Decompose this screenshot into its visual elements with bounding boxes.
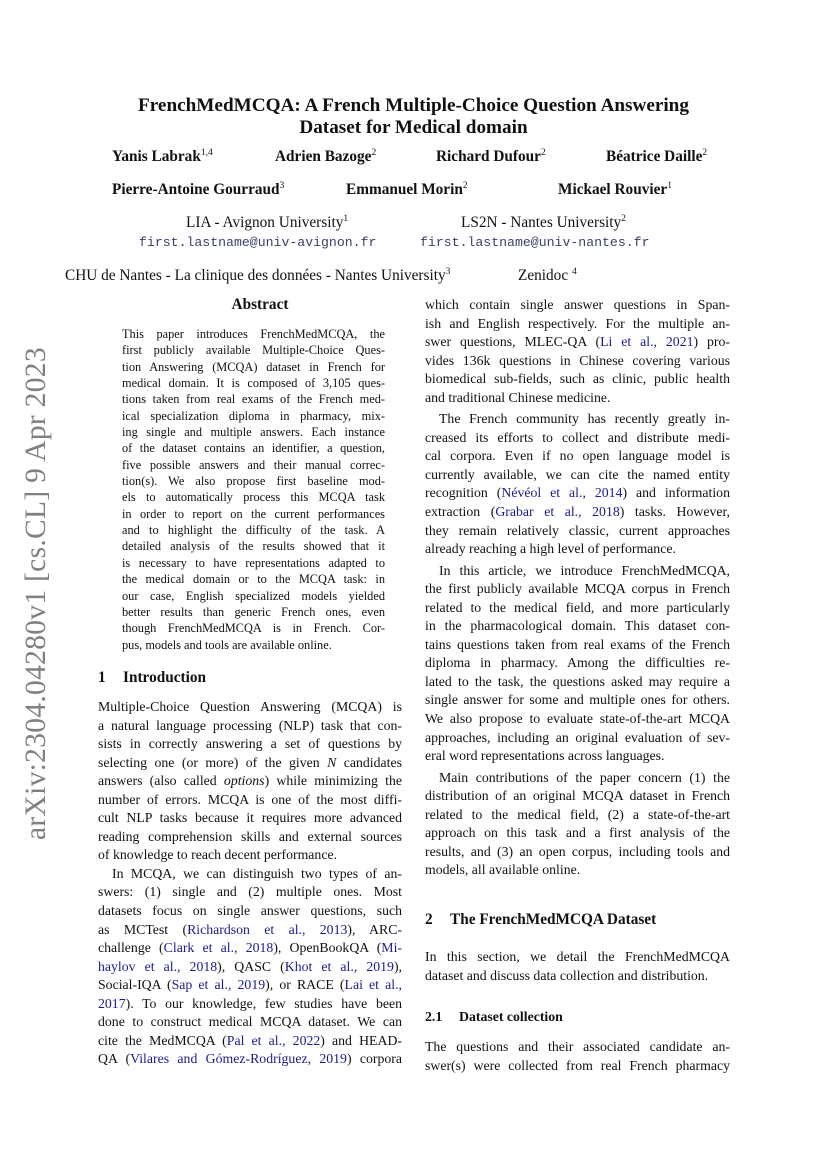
author [112, 181, 284, 199]
text-line: We also propose to evaluate state-of-the-art MCQA [425, 711, 730, 727]
text-line: distribution of an original MCQA dataset in French [425, 788, 730, 804]
text-span: cite the MedMCQA ( [98, 1032, 227, 1048]
text-line: tion(s). We also propose first baseline mod- [122, 474, 385, 489]
text-line: In this section, we detail the FrenchMedMCQA [425, 949, 730, 964]
text-line: our case, English specialized models yielded [122, 588, 385, 603]
subsection-heading-dataset-collection [425, 1009, 563, 1025]
text-span: ) and HEAD- [320, 1032, 403, 1048]
text-line: a natural language processing (NLP) task that con- [98, 717, 402, 733]
section-heading-introduction [98, 669, 206, 687]
text-line: of the dataset contains an identifier, a question, [122, 441, 385, 456]
text-line [98, 939, 402, 958]
text-line [98, 754, 402, 773]
text-line: swers: (1) single and (2) multiple ones. Most [98, 884, 402, 900]
author-affiliation-mark: 2 [540, 148, 546, 158]
affiliation-name: CHU de Nantes - La clinique des données - Nantes University [65, 267, 446, 284]
text-line: they remain relatively classic, current approaches [425, 522, 730, 538]
math-variable: N [327, 754, 337, 770]
citation-link[interactable]: Vilares and Gómez-Rodríguez, 2019 [130, 1051, 347, 1067]
text-span: extraction ( [425, 504, 496, 520]
abstract-heading: Abstract [231, 296, 289, 313]
text-line [98, 921, 402, 940]
author-name: Emmanuel Morin [346, 181, 463, 198]
arxiv-identifier-stamp: arXiv:2304.04280v1 [cs.CL] 9 Apr 2023 [20, 347, 52, 840]
text-span: QA ( [98, 1051, 131, 1067]
left-column-body [98, 698, 402, 1069]
section-title: Introduction [123, 669, 207, 686]
citation-link[interactable]: Khot et al., 2019 [284, 958, 394, 974]
paragraph [98, 698, 402, 865]
text-span: ) pro- [693, 334, 731, 350]
author-affiliation-mark: 2 [702, 148, 708, 158]
text-line: els to automatically process this MCQA task [122, 490, 385, 505]
author-name: Mickael Rouvier [558, 181, 668, 198]
text-line: detailed analysis of the results showed that it [122, 539, 385, 554]
citation-link[interactable]: Clark et al., 2018 [163, 940, 274, 956]
citation-link[interactable]: Richardson et al., 2013 [187, 921, 348, 937]
text-line: the medical domain or to the MCQA task: in [122, 572, 385, 587]
subsection-number: 2.1 [425, 1009, 443, 1024]
text-line: vides 136k questions in Chinese covering various [425, 352, 730, 368]
text-line: the first publicly available MCQA corpus in French [425, 581, 730, 597]
text-line: pus, models and tools are available online. [122, 637, 332, 652]
text-line: Main contributions of the paper concern (1) the [439, 769, 730, 785]
text-line: tion Answering (MCQA) dataset in French for [122, 359, 385, 374]
author [606, 148, 707, 166]
citation-link[interactable]: Li et al., 2021 [600, 334, 694, 350]
citation-link[interactable]: Névéol et al., 2014 [501, 485, 623, 501]
citation-link[interactable]: Grabar et al., 2018 [495, 504, 620, 520]
text-line: swer(s) were collected from real French pharmacy [425, 1057, 730, 1073]
section-title: The FrenchMedMCQA Dataset [450, 911, 657, 928]
text-line: dataset and discuss data collection and distribution. [425, 967, 709, 983]
text-line: though FrenchMedMCQA is in French. Cor- [122, 621, 385, 636]
text-line [98, 772, 402, 791]
affiliation [518, 267, 577, 285]
citation-link[interactable]: Mi- [381, 940, 402, 956]
text-line: related to the medical field, and more particularly [425, 599, 730, 615]
text-line: creased its efforts to collect and distribute medi- [425, 429, 730, 445]
text-line [98, 976, 402, 995]
section-2-intro-paragraph [425, 948, 730, 985]
text-span: answers (also called [98, 773, 224, 789]
text-span: ), QASC ( [217, 958, 285, 974]
paragraph [425, 296, 730, 407]
paragraph [425, 562, 730, 766]
author-name: Adrien Bazoge [275, 148, 372, 165]
text-line: in the pharmacological domain. This dataset con- [425, 618, 730, 634]
citation-link[interactable]: Pal et al., 2022 [226, 1032, 321, 1048]
affiliation-mark: 2 [621, 214, 626, 224]
affiliation-name: Zenidoc [518, 267, 572, 284]
citation-link[interactable]: Sap et al., 2019 [171, 977, 266, 993]
text-line [98, 1050, 402, 1069]
text-line [425, 333, 730, 352]
text-line [425, 503, 730, 522]
text-line: and traditional Chinese medicine. [425, 389, 611, 405]
author-name: Béatrice Daille [606, 148, 703, 165]
text-span: ), ARC- [347, 921, 402, 937]
text-span: ) corpora [346, 1051, 403, 1067]
section-number: 1 [98, 669, 106, 686]
text-line: currently available, we can cite the named entity [425, 466, 730, 482]
text-span: candidates [336, 754, 402, 770]
text-line: cult NLP tasks because it requires more advanced [98, 810, 402, 826]
text-line: lated to the task, the questions asked may require a [425, 673, 730, 689]
text-line: results, and (3) an open corpus, including tools and [425, 843, 730, 859]
author [112, 148, 213, 166]
text-line [98, 958, 402, 977]
emphasis: options [223, 773, 265, 789]
text-line: approaches, including an original evaluation of sev- [425, 729, 730, 745]
author-affiliation-mark: 2 [462, 181, 468, 191]
author-affiliation-mark: 1,4 [200, 148, 213, 158]
text-line: Multiple-Choice Question Answering (MCQA) is [98, 699, 402, 714]
section-heading-dataset [425, 911, 656, 929]
email-address[interactable]: first.lastname@univ-nantes.fr [420, 235, 650, 250]
text-line: is necessary to have representations adapted to [122, 555, 385, 570]
citation-link[interactable]: 2017 [98, 995, 126, 1011]
citation-link[interactable]: Lai et al., [344, 977, 403, 993]
text-span: recognition ( [425, 485, 502, 501]
author-name: Pierre-Antoine Gourraud [112, 181, 280, 198]
affiliation [186, 214, 348, 232]
right-column-body [425, 296, 730, 880]
text-line: five possible answers and their manual correc- [122, 457, 385, 472]
text-line [98, 1032, 402, 1051]
text-span: as MCTest ( [98, 921, 188, 937]
section-2-1-paragraph [425, 1038, 730, 1075]
text-span: selecting one (or more) of the given [98, 754, 328, 770]
text-line: done to construct medical MCQA dataset. We can [98, 1014, 402, 1030]
text-line: medical domain. It is composed of 3,105 ques- [122, 376, 385, 391]
text-line: tions taken from real exams of the French med- [122, 392, 385, 407]
affiliation-name: LIA - Avignon University [186, 214, 344, 231]
text-line: The French community has recently greatly in- [439, 411, 730, 427]
citation-link[interactable]: haylov et al., 2018 [98, 958, 218, 974]
text-line: biomedical sub-fields, such as clinic, public health [425, 371, 730, 387]
author-affiliation-mark: 1 [667, 181, 672, 191]
affiliation-mark: 3 [445, 267, 451, 277]
text-line: The questions and their associated candidate an- [425, 1039, 730, 1054]
text-span: ). To our knowledge, few studies have been [125, 995, 402, 1011]
author-name: Yanis Labrak [112, 148, 201, 165]
text-span: ), or RACE ( [265, 977, 345, 993]
author-name: Richard Dufour [436, 148, 541, 165]
text-line [425, 484, 730, 503]
affiliation [461, 214, 626, 232]
paragraph [425, 410, 730, 558]
text-line [98, 995, 402, 1014]
text-line: ical specialization diploma in pharmacy, mix- [122, 408, 385, 423]
text-line: This paper introduces FrenchMedMCQA, the [122, 327, 385, 341]
text-line: eral word representations across languages. [425, 748, 665, 764]
text-line: in order to report on the current performances [122, 506, 385, 521]
text-line: ish and English respectively. For the multiple an- [425, 315, 730, 331]
paper-title-line-2: Dataset for Medical domain [299, 117, 528, 138]
paragraph [425, 769, 730, 880]
text-span: swer questions, MLEC-QA ( [425, 334, 601, 350]
text-line: sists in correctly answering a set of questions by [98, 736, 402, 752]
text-span: Social-IQA ( [98, 977, 172, 993]
paragraph [98, 865, 402, 1069]
text-line: cal corpora. Even if no open language model is [425, 448, 730, 464]
author [275, 148, 376, 166]
text-line: number of errors. MCQA is one of the most diffi- [98, 791, 402, 807]
text-line: and to highlight the difficulty of the task. A [122, 523, 385, 538]
affiliation-mark: 1 [343, 214, 349, 224]
text-line: In this article, we introduce FrenchMedMCQA, [439, 562, 730, 578]
text-span: ), OpenBookQA ( [273, 940, 382, 956]
paper-title-line-1: FrenchMedMCQA: A French Multiple-Choice Question Answering [138, 95, 689, 116]
text-line: first publicly available Multiple-Choice Ques- [122, 343, 385, 358]
text-span: ) and information [622, 485, 730, 501]
author [346, 181, 468, 199]
text-line: datasets focus on single answer questions, such [98, 903, 402, 919]
author [436, 148, 546, 166]
abstract-body [122, 326, 385, 653]
affiliation [65, 267, 450, 285]
section-number: 2 [425, 911, 433, 928]
text-line: tains questions taken from real exams of the French [425, 636, 730, 652]
text-line: related to the medical field, (2) a state-of-the-art [425, 806, 730, 822]
text-span: ), [393, 958, 402, 974]
text-line: already reaching a high level of performance. [425, 541, 676, 557]
email-address[interactable]: first.lastname@univ-avignon.fr [139, 235, 377, 250]
affiliation-name: LS2N - Nantes University [461, 214, 622, 231]
text-line: models, all available online. [425, 862, 581, 878]
paper-title [60, 95, 767, 139]
text-span: ) while minimizing the [264, 773, 402, 789]
author-affiliation-mark: 2 [371, 148, 377, 158]
text-line: reading comprehension skills and external sources [98, 828, 402, 844]
author [558, 181, 672, 199]
text-line: better results than generic French ones, even [122, 604, 385, 619]
text-line: ing single and multiple answers. Each instance [122, 425, 385, 440]
text-line: In MCQA, we can distinguish two types of an- [112, 865, 402, 881]
text-line: which contain single answer questions in Span- [425, 297, 730, 312]
text-line: single answer for some and multiple ones for others. [425, 692, 730, 708]
subsection-title: Dataset collection [459, 1009, 563, 1024]
author-affiliation-mark: 3 [279, 181, 285, 191]
text-line: diploma in pharmacy. Among the difficulties re- [425, 655, 730, 671]
text-span: ) tasks. However, [619, 504, 730, 520]
text-span: challenge ( [98, 940, 164, 956]
text-line: approach on this task and a first analysis of the [425, 825, 730, 841]
text-line: of knowledge to reach decent performance. [98, 847, 338, 863]
affiliation-mark: 4 [571, 267, 577, 277]
